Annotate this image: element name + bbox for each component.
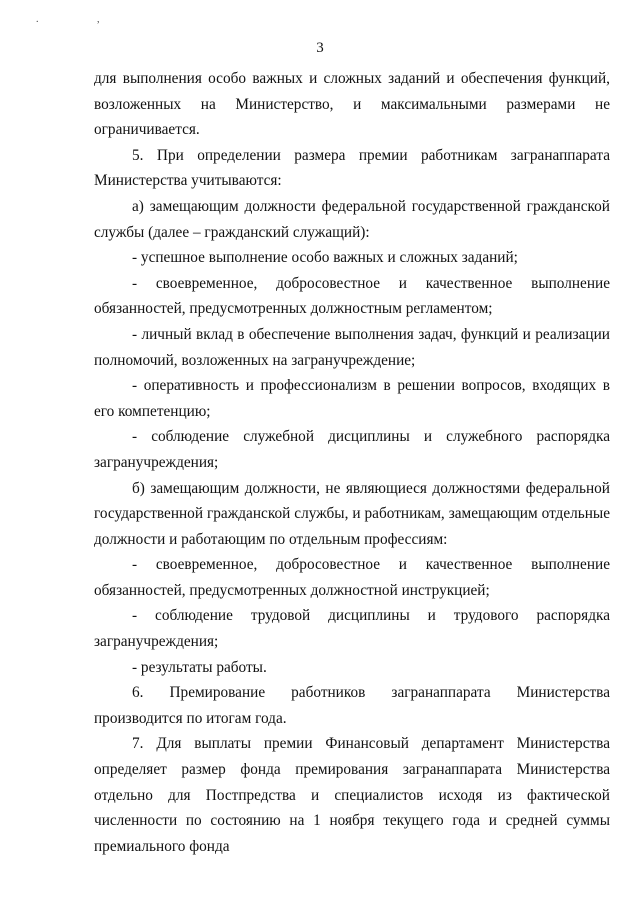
paragraph: - соблюдение трудовой дисциплины и трудового распорядка загранучреждения; <box>94 607 610 651</box>
paragraph: - результаты работы. <box>132 658 267 676</box>
paragraph: - соблюдение служебной дисциплины и служебного распорядка загранучреждения; <box>94 428 610 471</box>
paragraph: 7. Для выплаты премии Финансовый департамент Министерства определяет размер фонда премирования загранаппарата Министерства отдельно для Постпредства и специалистов исходя из фактической численности по состоянию на 1 ноября текущего года и средней суммы премиального фонда <box>94 735 610 855</box>
document-body <box>94 66 610 859</box>
scan-marks: . , <box>36 14 128 25</box>
paragraph: б) замещающим должности, не являющиеся должностями федеральной государственной гражданской службы, и работникам, замещающим отдельные должности и работающим по отдельным профессиям: <box>94 479 610 548</box>
paragraph: 6. Премирование работников загранаппарата Министерства производится по итогам года. <box>94 684 610 727</box>
paragraph: 5. При определении размера премии работникам загранаппарата Министерства учитываются: <box>94 146 610 190</box>
paragraph: - оперативность и профессионализм в решении вопросов, входящих в его компетенцию; <box>94 377 610 420</box>
page-number: 3 <box>316 40 324 56</box>
paragraph: - своевременное, добросовестное и качественное выполнение обязанностей, предусмотренных должностным регламентом; <box>94 274 610 318</box>
paragraph: - личный вклад в обеспечение выполнения задач, функций и реализации полномочий, возложенных на загранучреждение; <box>94 325 610 369</box>
paragraph: а) замещающим должности федеральной государственной гражданской службы (далее – гражданский служащий): <box>94 197 610 241</box>
paragraph: - своевременное, добросовестное и качественное выполнение обязанностей, предусмотренных должностной инструкцией; <box>94 556 610 599</box>
paragraph: для выполнения особо важных и сложных заданий и обеспечения функций, возложенных на Министерство, и максимальными размерами не ограничивается. <box>94 70 610 139</box>
paragraph: - успешное выполнение особо важных и сложных заданий; <box>132 249 518 267</box>
